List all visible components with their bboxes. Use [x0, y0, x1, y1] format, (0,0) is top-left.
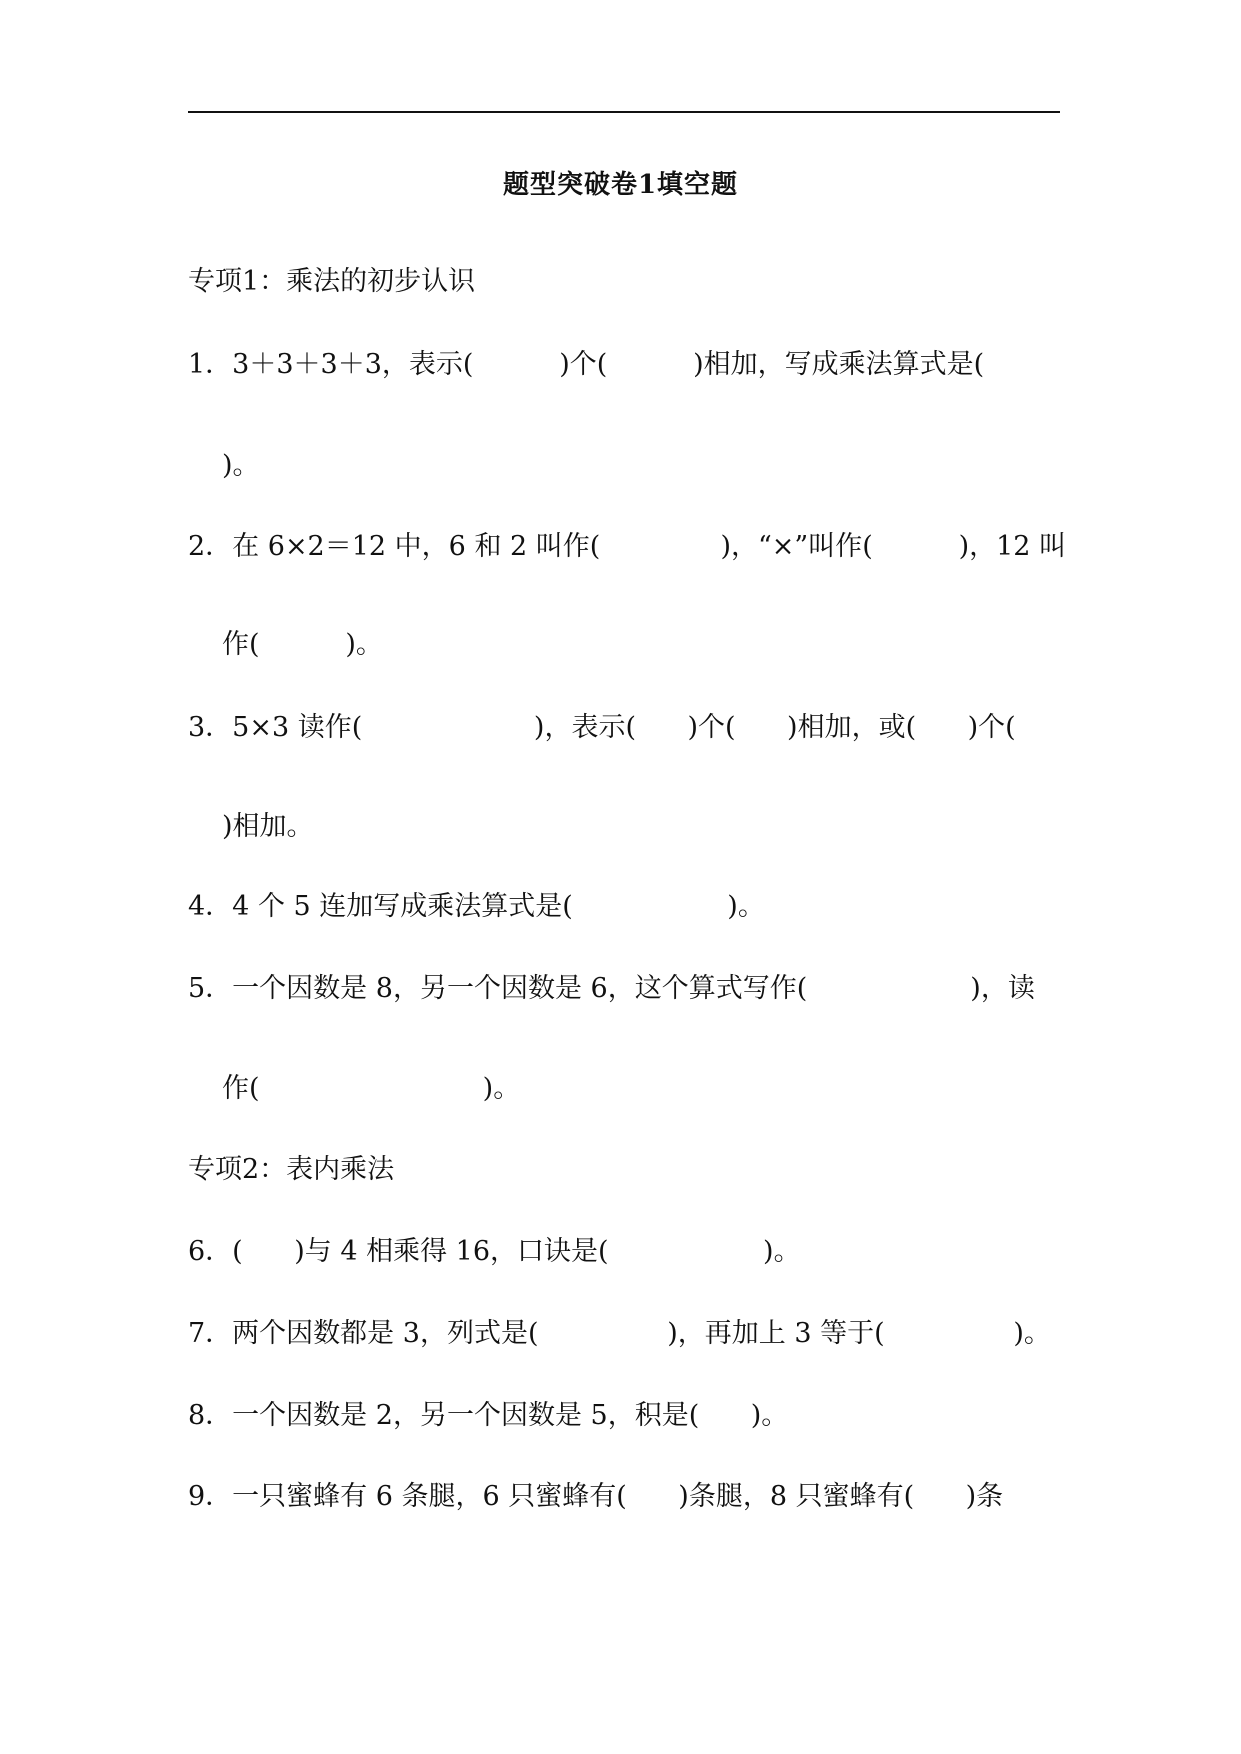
- question-7: 7．两个因数都是 3，列式是( )，再加上 3 等于( )。: [188, 1318, 1051, 1349]
- question-4: 4．4 个 5 连加写成乘法算式是( )。: [188, 891, 765, 922]
- question-3-line-1: 3．5×3 读作( )，表示( )个( )相加，或( )个(: [188, 712, 1016, 743]
- question-5-line-1: 5．一个因数是 8，另一个因数是 6，这个算式写作( )，读: [188, 973, 1035, 1004]
- question-3-line-2: )相加。: [222, 811, 314, 842]
- question-9: 9．一只蜜蜂有 6 条腿，6 只蜜蜂有( )条腿，8 只蜜蜂有( )条: [188, 1481, 1004, 1512]
- question-5-line-2: 作( )。: [222, 1073, 521, 1104]
- page-title: 题型突破卷1填空题: [502, 170, 739, 200]
- question-8: 8．一个因数是 2，另一个因数是 5，积是( )。: [188, 1400, 789, 1431]
- question-6: 6．( )与 4 相乘得 16，口诀是( )。: [188, 1236, 801, 1267]
- question-2-line-2: 作( )。: [222, 629, 383, 660]
- section-heading-1: 专项1：乘法的初步认识: [188, 266, 476, 297]
- question-1-line-2: )。: [222, 450, 260, 481]
- question-2-line-1: 2．在 6×2＝12 中，6 和 2 叫作( )，“×”叫作( )，12 叫: [188, 531, 1067, 562]
- header-rule: [188, 111, 1060, 113]
- section-heading-2: 专项2：表内乘法: [188, 1154, 395, 1185]
- question-1-line-1: 1．3＋3＋3＋3，表示( )个( )相加，写成乘法算式是(: [188, 349, 985, 380]
